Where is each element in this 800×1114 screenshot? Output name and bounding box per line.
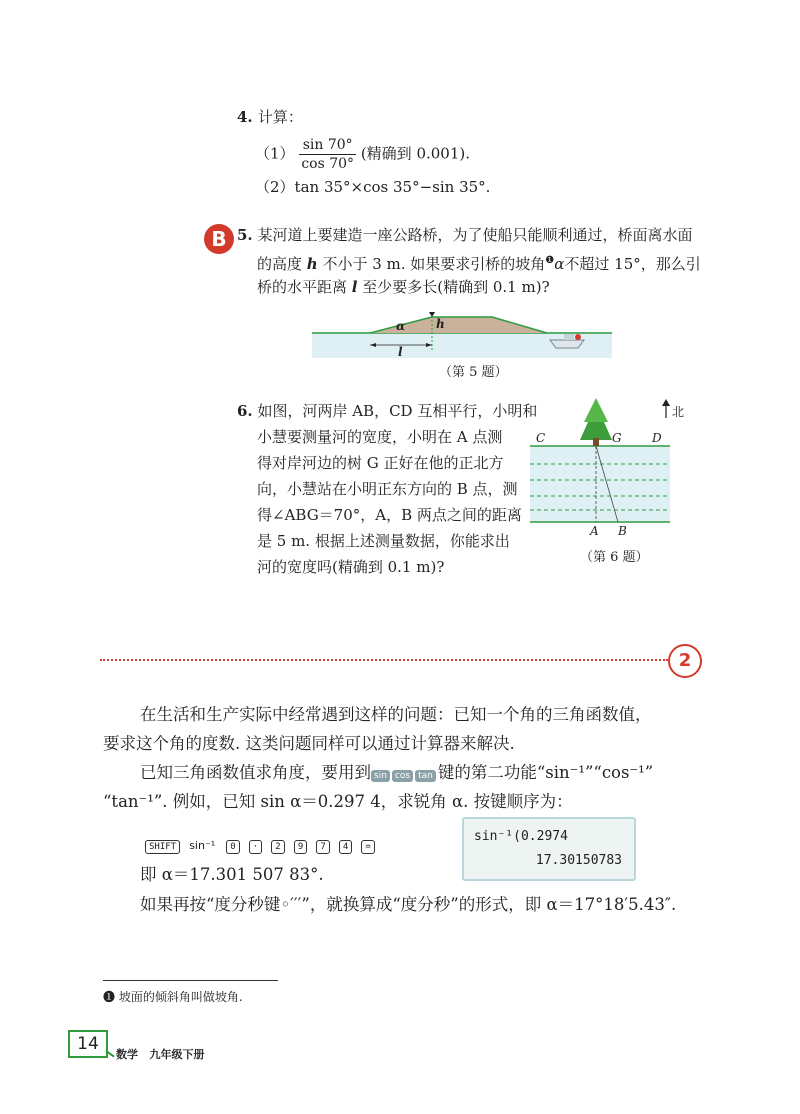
q4-fraction: $\frac{\sin 70^\circ}{\cos 70^\circ}$	[301, 137, 355, 172]
key-equals: =	[361, 840, 374, 854]
q4-part2: （2）tan 35°×cos 35°−sin 35°.	[255, 178, 491, 196]
fig5-alpha-label: α	[396, 319, 406, 333]
key-sequence	[145, 834, 379, 854]
key-7: 7	[316, 840, 329, 854]
figure-6-river	[528, 398, 698, 538]
label-b: B	[618, 524, 627, 538]
footnote-marker-icon: ❶	[545, 255, 555, 266]
para2-line2: “tan⁻¹”. 例如，已知 sin α＝0.297 4，求锐角 α. 按键顺序为：	[103, 792, 573, 811]
level-b-badge: B	[204, 224, 234, 254]
fig5-l-label: l	[398, 345, 403, 358]
screen-result: 17.30150783	[535, 853, 622, 868]
label-c: C	[536, 431, 546, 445]
q6-text: 6. 如图，河两岸 AB，CD 互相平行，小明和 小慧要测量河的宽度，小明在 A 点测 得对岸河边的树 G 正好在他的正北方 向，小慧站在小明正东方向的 B 点，测 得∠ABG＝70°，A，B 两点之间的距离 是 5 m. 根据上述测量数据，你能求出 河的宽度吗(精确到 0.1 m)?	[237, 402, 538, 576]
page-number: 14	[68, 1030, 108, 1058]
result-line: 即 α＝17.301 507 83°.	[140, 865, 324, 884]
footnote-rule	[103, 980, 278, 981]
q5-text-line2: 的高度 h 不小于 3 m. 如果要求引桥的坡角$^❶$α不超过 15°，那么引	[257, 255, 701, 273]
key-9: 9	[294, 840, 307, 854]
key-tan: tan	[415, 770, 436, 782]
para1-line2: 要求这个角的度数. 这类问题同样可以通过计算器来解决.	[103, 734, 515, 753]
figure-5-caption: （第 5 题）	[439, 365, 508, 380]
q4-title: 4. 计算：	[237, 108, 303, 126]
footer-book-title: 数学 九年级下册	[116, 1048, 205, 1061]
q5-text-line1: 5. 某河道上要建造一座公路桥，为了使船只能顺利通过，桥面离水面	[237, 226, 693, 244]
fig5-h-label: h	[436, 317, 445, 331]
calculator-screen	[462, 817, 636, 881]
para2-line1: 已知三角函数值求角度，要用到 sin cos tan 键的第二功能“sin⁻¹”“cos⁻¹”	[140, 763, 654, 782]
tree-icon	[580, 398, 612, 446]
screen-input: sin⁻¹(0.2974	[474, 829, 568, 844]
key-shift: SHIFT	[145, 840, 180, 854]
label-g: G	[612, 431, 622, 445]
para1-line1: 在生活和生产实际中经常遇到这样的问题：已知一个角的三角函数值，	[140, 705, 652, 724]
key-dot: ·	[249, 840, 262, 854]
q4-part1: （1） $\frac{\sin 70^\circ}{\cos 70^\circ}$ (精确到 0.001).	[255, 137, 471, 172]
key-2: 2	[271, 840, 284, 854]
key-sin: sin	[371, 770, 390, 782]
north-label: 北	[672, 405, 685, 419]
section-divider	[100, 659, 668, 661]
river-area	[530, 446, 670, 522]
label-d: D	[652, 431, 662, 445]
footnote: ❶ 坡面的倾斜角叫做坡角.	[103, 990, 243, 1004]
key-0: 0	[226, 840, 239, 854]
figure-6-caption: （第 6 题）	[580, 550, 649, 565]
key-cos: cos	[392, 770, 413, 782]
label-a: A	[590, 524, 599, 538]
q5-text-line3: 桥的水平距离 l 至少要多长(精确到 0.1 m)?	[257, 278, 550, 296]
para3: 如果再按“度分秒键◦′′′”，就换算成“度分秒”的形式，即 α＝17°18′5.43″.	[140, 895, 677, 914]
section-number-badge: 2	[668, 644, 702, 678]
key-4: 4	[339, 840, 352, 854]
key-sin-inverse: sin⁻¹	[189, 839, 216, 852]
figure-5-bridge	[312, 312, 612, 358]
